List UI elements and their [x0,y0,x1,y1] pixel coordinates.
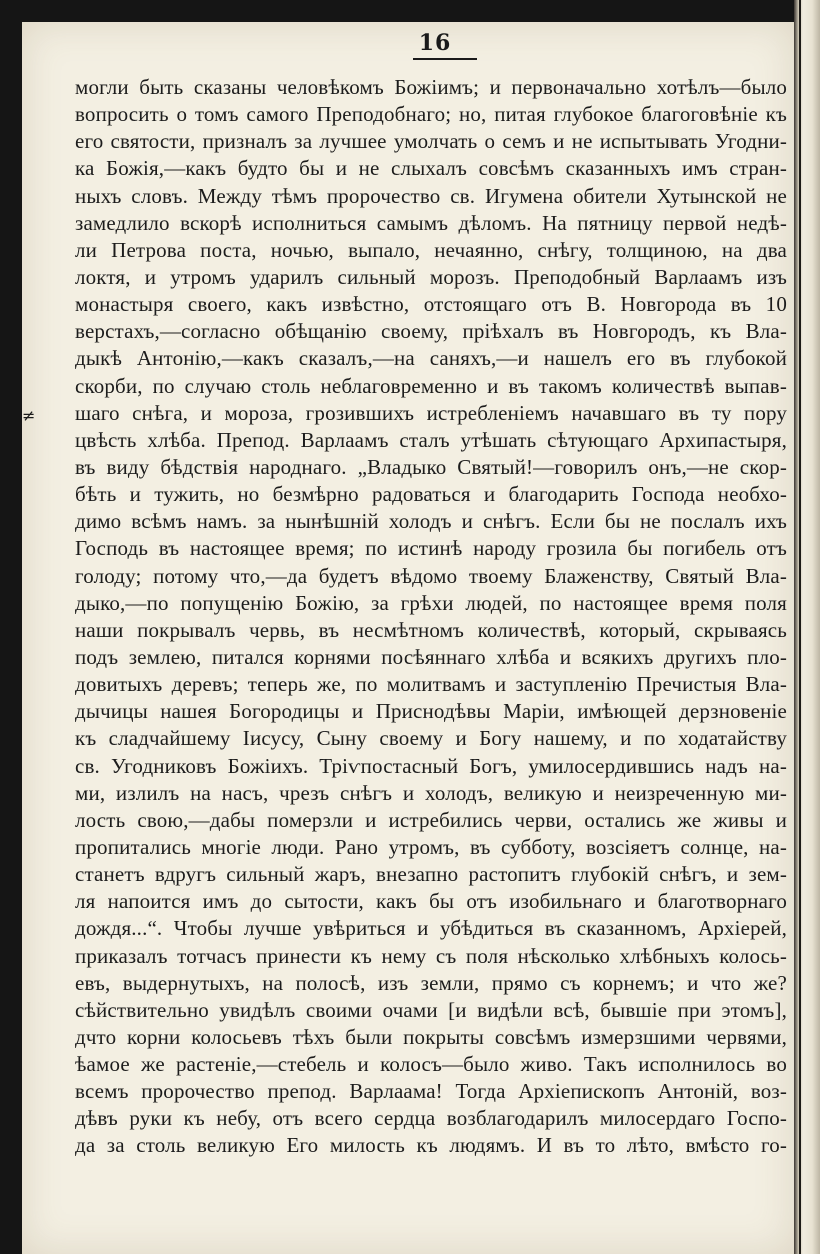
text-line: монастыря своего, какъ извѣстно, отстоящаго отъ В. Новгорода въ 10 [75,292,787,317]
text-line: подъ землею, питался корнями посѣяннаго хлѣба и всякихъ другихъ пло- [75,644,787,669]
text-line: евъ, выдернутыхъ, на полосѣ, изъ земли, прямо съ корнемъ; и что же? [75,970,787,995]
text-line: дыкѣ Антонію,—какъ сказалъ,—на саняхъ,—и нашелъ его въ глубокой [75,346,787,371]
text-line: дчто корни колосьевъ тѣхъ были покрыты совсѣмъ измерзшими червями, [75,1024,787,1049]
text-line: локтя, и утромъ ударилъ сильный морозъ. Преподобный Варлаамъ изъ [75,264,787,289]
text-line: да за столь великую Его милость къ людямъ. И въ то лѣто, вмѣсто го- [75,1133,787,1158]
text-line: ка Божія,—какъ будто бы и не слыхалъ совсѣмъ сказанныхъ имъ стран- [75,156,787,181]
text-line: дыко,—по попущенію Божію, за грѣхи людей, по настоящее время поля [75,590,787,615]
text-line: къ сладчайшему Іисусу, Сыну своему и Богу нашему, и по ходатайству [75,726,787,751]
text-line: дѣвъ руки къ небу, отъ всего сердца возблагодарилъ милосердаго Госпо- [75,1106,787,1131]
text-line: довитыхъ деревъ; теперь же, по молитвамъ и заступленію Пречистыя Вла- [75,672,787,697]
text-line: дождя...“. Чтобы лучше увѣриться и убѣдиться въ сказанномъ, Архіерей, [75,916,787,941]
text-line: замедлило вскорѣ исполниться самымъ дѣломъ. На пятницу первой недѣ- [75,210,787,235]
text-line: скорби, по случаю столь неблаговременно и въ такомъ количествѣ выпав- [75,373,787,398]
text-line: шаго снѣга, и мороза, грозившихъ истребленіемъ начавшаго въ ту пору [75,400,787,425]
text-line: димо всѣмъ намъ. за нынѣшній холодъ и снѣгъ. Если бы не послалъ ихъ [75,509,787,534]
text-line: ля напоится имъ до сытости, какъ бы отъ изобильнаго и благотворнаго [75,889,787,914]
gutter-edge-line [799,0,801,1254]
book-gutter [794,0,820,1254]
text-line: голоду; потому что,—да будетъ вѣдомо твоему Блаженству, Святый Вла- [75,563,787,588]
margin-tab-mark: ≠ [22,406,36,425]
text-line: св. Угодниковъ Божіихъ. Трiѵпостасный Богъ, умилосердившись надъ на- [75,753,787,778]
text-line: сѣйствительно увидѣлъ своими очами [и видѣли всѣ, бывшіе при этомъ], [75,997,787,1022]
text-line: могли быть сказаны человѣкомъ Божіимъ; и первоначально хотѣлъ—было [75,75,787,99]
page-number: 16 [418,30,452,56]
text-line: всемъ пророчество препод. Варлаама! Тогда Архіепископъ Антоній, воз- [75,1079,787,1104]
text-line: его святости, призналъ за лучшее умолчать о семъ и не испытывать Угодни- [75,129,787,154]
text-line: верстахъ,—согласно обѣщанію своему, пріѣхалъ въ Новгородъ, къ Вла- [75,319,787,344]
text-line: дычицы нашея Богородицы и Приснодѣвы Маріи, имѣющей дерзновеніе [75,699,787,724]
text-line: приказалъ тотчасъ принести къ нему съ поля нѣсколько хлѣбныхъ колось- [75,943,787,968]
text-line: въ виду бѣдствія народнаго. „Владыко Святый!—говорилъ онъ,—не скор- [75,454,787,479]
text-line: ми, излилъ на насъ, чрезъ снѣгъ и холодъ, великую и неизреченную ми- [75,780,787,805]
text-line: станетъ вдругъ сильный жаръ, внезапно растопитъ глубокій снѣгъ, и зем- [75,862,787,887]
text-line: пропитались многіе люди. Рано утромъ, въ субботу, возсіяетъ солнце, на- [75,834,787,859]
page-body-text [75,74,787,1160]
text-line: ныхъ словъ. Между тѣмъ пророчество св. Игумена обители Хутынской не [75,183,787,208]
text-line: лость свою,—дабы померзли и истребились черви, остались же живы и [75,807,787,832]
text-line: Господь въ настоящее время; по истинѣ народу грозила бы погибель отъ [75,536,787,561]
text-line: ли Петрова поста, ночью, выпало, нечаянно, снѣгу, толщиною, на два [75,237,787,262]
text-line: ѣамое же растеніе,—стебель и колосъ—было живо. Такъ исполнилось во [75,1052,787,1077]
text-line: цвѣсть хлѣба. Препод. Варлаамъ сталъ утѣшать сѣтующаго Архипастыря, [75,427,787,452]
text-line: наши покрывалъ червь, въ несмѣтномъ количествѣ, который, скрываясь [75,617,787,642]
text-line: бѣть и тужить, но безмѣрно радоваться и благодарить Господа необхо- [75,482,787,507]
page-number-rule [413,58,477,60]
text-line: вопросить о томъ самого Преподобнаго; но, питая глубокое благоговѣніе къ [75,102,787,127]
